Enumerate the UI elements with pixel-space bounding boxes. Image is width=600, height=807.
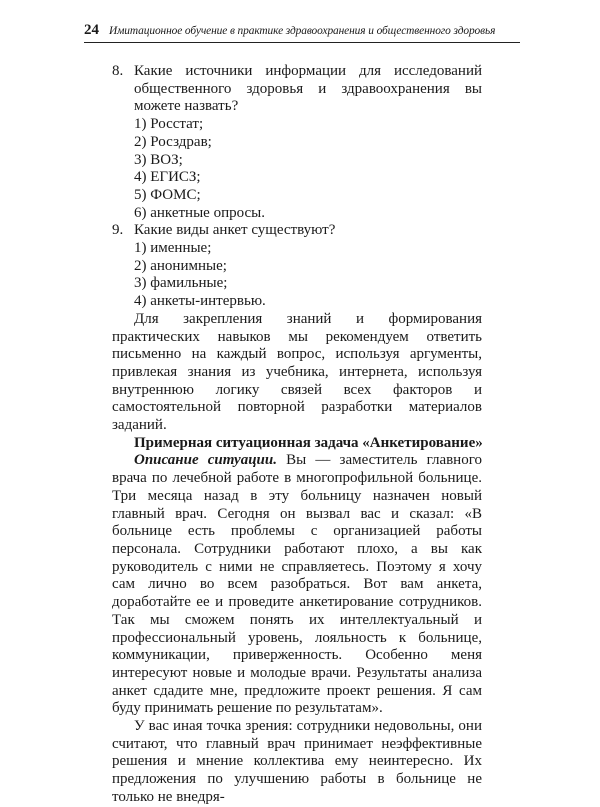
task-title: Примерная ситуационная задача «Анкетирование» [134, 434, 483, 451]
header-rule [84, 42, 520, 43]
list-item: 3) ВОЗ; [134, 151, 183, 168]
option-list [134, 116, 482, 222]
question-9 [112, 222, 482, 311]
running-title: Имитационное обучение в практике здравоохранения и общественного здоровья [109, 25, 496, 37]
list-item: 4) ЕГИСЗ; [134, 169, 201, 186]
option-list [134, 240, 482, 311]
question-8 [112, 63, 482, 222]
list-item: 4) анкеты-интервью. [134, 293, 266, 310]
situation-text: Вы — заместитель главного врача по лечебной работе в многопрофильной больнице. Три месяца назад в эту больницу назначен новый главный врач. Сегодня он вызвал вас и сказал: «В больнице есть проблемы с организацией работы персонала. Сотрудники работают плохо, а вы как руководитель с ними не справляетесь. Поэтому я хочу сам лично во всем разобраться. Вот вам анкета, доработайте ее и проведите анкетирование сотрудников. Так мы сможем понять их интеллектуальный и профессиональный уровень, лояльность к больнице, коммуникации, приверженность. Особенно меня интересуют новые и молодые врачи. Результаты анализа анкет сдадите мне, предложите проект решения. Я сам буду принимать решение по результатам». [112, 452, 482, 717]
list-item: 6) анкетные опросы. [134, 204, 265, 221]
situation-paragraph [112, 452, 482, 718]
question-number: 9. [112, 222, 124, 239]
list-item: 1) именные; [134, 240, 212, 257]
list-item: 2) Росздрав; [134, 133, 212, 150]
viewpoint-paragraph: У вас иная точка зрения: сотрудники недовольны, они считают, что главный врач принимает неэффективные решения и мнение коллектива ему неинтересно. Их предложения по улучшению работы в больнице не только не внедря- [112, 718, 482, 805]
page-body [112, 63, 482, 807]
list-item: 2) анонимные; [134, 257, 227, 274]
page-number: 24 [84, 22, 99, 38]
question-number: 8. [112, 63, 124, 79]
list-item: 3) фамильные; [134, 275, 228, 292]
list-item: 5) ФОМС; [134, 186, 201, 203]
running-header [84, 22, 520, 39]
recommendation-paragraph: Для закрепления знаний и формирования практических навыков мы рекомендуем ответить письменно на каждый вопрос, используя аргументы, привлекая знания из учебника, интернета, используя внутреннюю логику связей всех факторов и самостоятельной повторной разработки материалов заданий. [112, 310, 482, 434]
situation-label: Описание ситуации. [134, 452, 277, 469]
question-text: Какие источники информации для исследований общественного здоровья и здравоохранения вы можете назвать? [134, 63, 482, 115]
question-text: Какие виды анкет существуют? [134, 222, 336, 239]
list-item: 1) Росстат; [134, 116, 204, 133]
